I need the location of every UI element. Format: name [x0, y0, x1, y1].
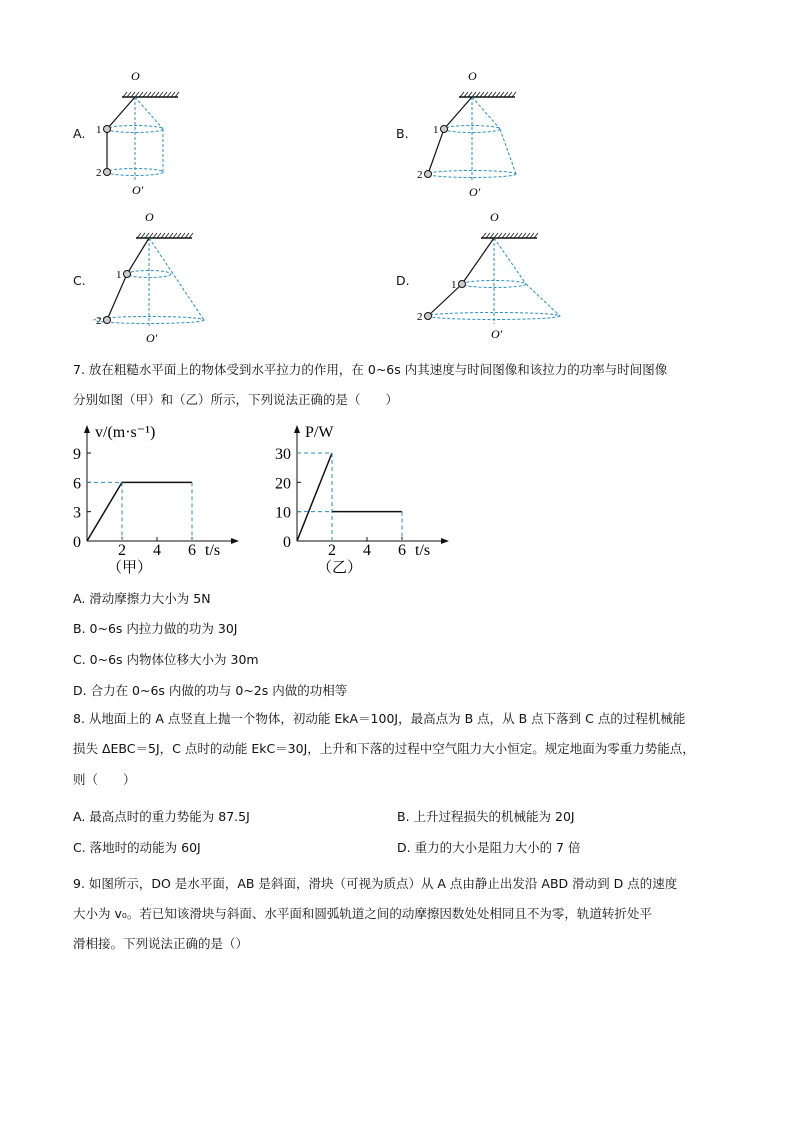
- ball-2-label: 2: [417, 169, 423, 181]
- q8-option-d: D. 重力的大小是阻力大小的 7 倍: [397, 840, 581, 855]
- x-tick-label: 6: [188, 542, 196, 559]
- string: [107, 238, 149, 320]
- string: [428, 238, 494, 316]
- cone-edge: [472, 97, 500, 129]
- y-tick-label: 6: [73, 475, 81, 493]
- y-tick-label: 9: [73, 446, 81, 463]
- string: [107, 97, 135, 172]
- x-tick-label: 6: [398, 542, 406, 559]
- ball-2-label: 2: [417, 311, 423, 323]
- graph-caption: （甲）: [107, 560, 153, 576]
- q7-option-c: C. 0~6s 内物体位移大小为 30m: [73, 652, 259, 667]
- q7-line1: 7. 放在粗糙水平面上的物体受到水平拉力的作用，在 0~6s 内其速度与时间图像和该拉力的功率与时间图像: [73, 362, 668, 377]
- x-tick-label: 2: [328, 542, 336, 559]
- ball-1: [459, 281, 466, 288]
- y-axis-label: v/(m·s⁻¹): [95, 424, 156, 441]
- ball-1-label: 1: [116, 269, 122, 281]
- ball-2: [104, 317, 111, 324]
- q7-option-b: B. 0~6s 内拉力做的功为 30J: [73, 621, 238, 636]
- origin-label: 0: [283, 534, 291, 551]
- q8-line1: 8. 从地面上的 A 点竖直上抛一个物体，初动能 EkA＝100J，最高点为 B 点，从 B 点下落到 C 点的过程机械能: [73, 711, 686, 726]
- ball-1: [124, 271, 131, 278]
- point-o-prime-label: O′: [469, 185, 481, 199]
- q8-option-b: B. 上升过程损失的机械能为 20J: [397, 809, 575, 824]
- q8-option-c: C. 落地时的动能为 60J: [73, 840, 201, 855]
- option-d-label: D.: [396, 273, 410, 288]
- origin-label: 0: [73, 534, 81, 551]
- y-tick-label: 20: [275, 475, 291, 493]
- cone-edge: [500, 129, 516, 174]
- option-c-label: C.: [73, 273, 86, 288]
- q9-line2: 大小为 v₀。若已知该滑块与斜面、水平面和圆弧轨道之间的动摩擦因数处处相同且不为零，轨道转折处平: [73, 906, 652, 921]
- ball-2-label: 2: [96, 315, 102, 327]
- ball-1: [441, 126, 448, 133]
- x-tick-label: 2: [118, 542, 126, 559]
- q9-line3: 滑相接。下列说法正确的是（）: [73, 936, 249, 951]
- x-tick-label: 4: [363, 542, 371, 559]
- x-axis-label: t/s: [415, 542, 431, 559]
- q8-line2: 损失 ΔEBC＝5J，C 点时的动能 EkC＝30J，上升和下落的过程中空气阻力大小恒定。规定地面为零重力势能点，: [73, 741, 695, 756]
- y-tick-label: 30: [275, 446, 291, 463]
- ball-2: [104, 169, 111, 176]
- cone-edge: [135, 97, 163, 129]
- point-o-label: O: [131, 69, 140, 83]
- ball-2-label: 2: [96, 167, 102, 179]
- option-a-label: A.: [73, 126, 86, 141]
- ball-1-label: 1: [451, 279, 457, 291]
- ball-1: [104, 126, 111, 133]
- x-tick-label: 4: [153, 542, 161, 559]
- ball-1-label: 1: [433, 124, 439, 136]
- y-axis-label: P/W: [305, 424, 334, 441]
- graph-caption: （乙）: [317, 560, 363, 576]
- point-o-label: O: [468, 69, 477, 83]
- point-o-prime-label: O′: [491, 327, 503, 341]
- cone-edge: [494, 238, 526, 284]
- option-b-label: B.: [396, 126, 409, 141]
- point-o-prime-label: O′: [146, 331, 158, 345]
- x-axis-label: t/s: [205, 542, 221, 559]
- point-o-prime-label: O′: [132, 183, 144, 197]
- y-tick-label: 3: [73, 504, 81, 522]
- point-o-label: O: [490, 210, 499, 224]
- q7-option-a: A. 滑动摩擦力大小为 5N: [73, 591, 211, 606]
- q8-option-a: A. 最高点时的重力势能为 87.5J: [73, 809, 250, 824]
- ball-2: [425, 171, 432, 178]
- y-tick-label: 10: [275, 504, 291, 522]
- q7-option-d: D. 合力在 0~6s 内做的功与 0~2s 内做的功相等: [73, 683, 348, 698]
- cone-edge: [526, 284, 560, 316]
- q8-line3: 则（ ）: [73, 772, 136, 787]
- cone-edge: [149, 238, 204, 320]
- ball-2: [425, 313, 432, 320]
- point-o-label: O: [145, 210, 154, 224]
- q9-line1: 9. 如图所示，DO 是水平面，AB 是斜面，滑块（可视为质点）从 A 点由静止出发沿 ABD 滑动到 D 点的速度: [73, 876, 678, 891]
- q7-line2: 分别如图（甲）和（乙）所示，下列说法正确的是（ ）: [73, 392, 399, 407]
- ball-1-label: 1: [96, 124, 102, 136]
